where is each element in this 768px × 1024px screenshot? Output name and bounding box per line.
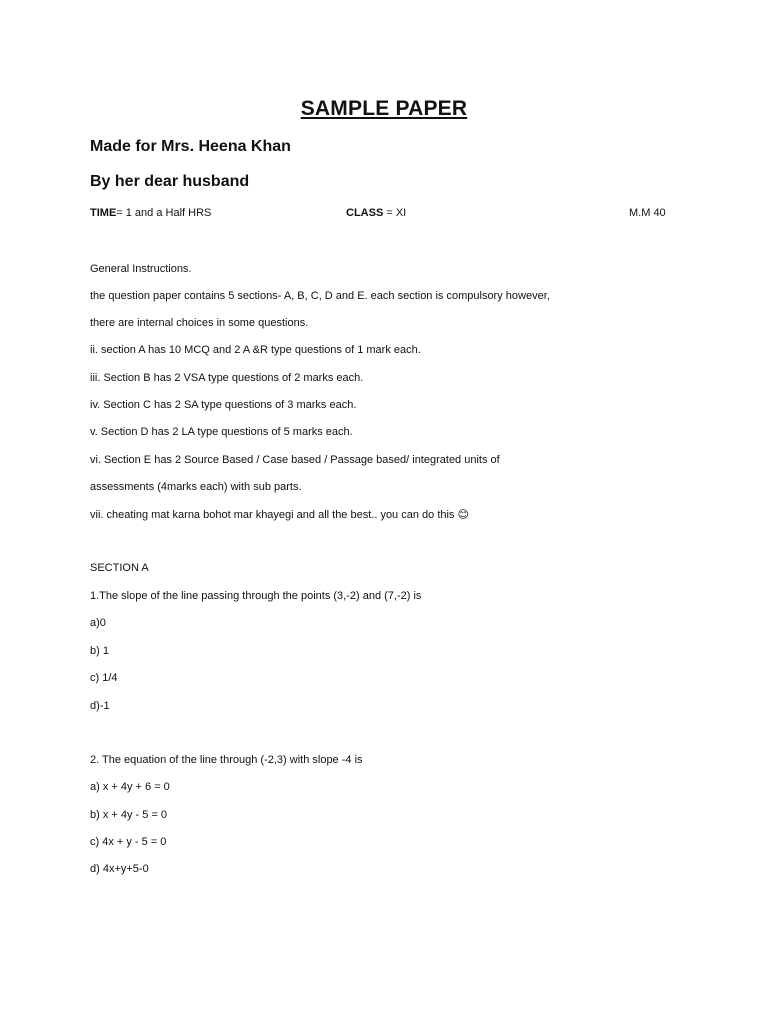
time-label: TIME	[90, 207, 117, 219]
time-info	[90, 207, 211, 219]
instruction-line: the question paper contains 5 sections- A, B, C, D and E. each section is compulsory however,	[90, 290, 550, 302]
q1-option-b: b) 1	[90, 645, 109, 657]
instruction-line: assessments (4marks each) with sub parts.	[90, 481, 302, 493]
exam-meta-row	[90, 207, 680, 223]
page-title: SAMPLE PAPER	[300, 97, 468, 120]
q1-option-c: c) 1/4	[90, 672, 118, 684]
q2-option-c: c) 4x + y - 5 = 0	[90, 836, 167, 848]
instruction-line: ii. section A has 10 MCQ and 2 A &R type questions of 1 mark each.	[90, 344, 421, 356]
instruction-line: there are internal choices in some questions.	[90, 317, 309, 329]
max-marks: M.M 40	[629, 207, 666, 219]
class-info	[346, 207, 406, 219]
made-for-heading: Made for Mrs. Heena Khan	[90, 138, 291, 155]
instruction-line: v. Section D has 2 LA type questions of 5 marks each.	[90, 426, 353, 438]
instruction-line: vi. Section E has 2 Source Based / Case based / Passage based/ integrated units of	[90, 454, 500, 466]
instructions-heading: General Instructions.	[90, 263, 192, 275]
class-label: CLASS	[346, 207, 384, 219]
q1-option-d: d)-1	[90, 700, 110, 712]
question-2: 2. The equation of the line through (-2,3) with slope -4 is	[90, 754, 363, 766]
section-a-heading: SECTION A	[90, 562, 149, 574]
by-line-heading: By her dear husband	[90, 173, 250, 190]
instruction-line: iv. Section C has 2 SA type questions of 3 marks each.	[90, 399, 357, 411]
question-1: 1.The slope of the line passing through the points (3,-2) and (7,-2) is	[90, 590, 422, 602]
q2-option-a: a) x + 4y + 6 = 0	[90, 781, 170, 793]
q2-option-b: b) x + 4y - 5 = 0	[90, 809, 168, 821]
q1-option-a: a)0	[90, 617, 106, 629]
time-value: = 1 and a Half HRS	[116, 207, 212, 219]
q2-option-d: d) 4x+y+5-0	[90, 863, 149, 875]
class-value: = XI	[383, 207, 407, 219]
instruction-line: vii. cheating mat karna bohot mar khayegi and all the best.. you can do this 😊	[90, 509, 469, 521]
instruction-line: iii. Section B has 2 VSA type questions of 2 marks each.	[90, 372, 364, 384]
